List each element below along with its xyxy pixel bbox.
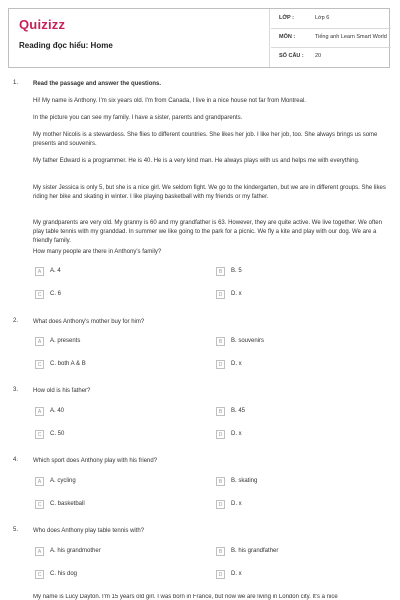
option-letter-box: C: [35, 430, 44, 439]
answer-option[interactable]: [35, 267, 185, 277]
header-divider: [269, 9, 270, 67]
meta-key: SỐ CÂU :: [279, 53, 304, 59]
meta-row-class: [271, 9, 391, 29]
option-letter-box: C: [35, 570, 44, 579]
question-number: 3.: [13, 387, 19, 393]
passage-paragraph: My sister Jessica is only 5, but she is a nice girl. We seldom fight. We go to the kindergarten, but we are in different groups. She likes riding her bike and skating in winter. I like playing basketball with my friends or my father.: [33, 185, 386, 200]
option-letter-box: D: [216, 570, 225, 579]
answer-option[interactable]: [35, 547, 185, 557]
meta-key: LỚP :: [279, 15, 294, 21]
option-label: D. x: [231, 501, 242, 507]
answer-option[interactable]: [216, 547, 366, 557]
option-label: B. souvenirs: [231, 338, 265, 344]
option-letter-box: B: [216, 407, 225, 416]
answer-option[interactable]: [216, 290, 366, 300]
option-label: A. 4: [50, 268, 61, 274]
answer-option[interactable]: [35, 360, 185, 370]
worksheet-header: [8, 8, 390, 68]
option-letter-box: A: [35, 477, 44, 486]
answer-option[interactable]: [35, 337, 185, 347]
question-text: How old is his father?: [33, 388, 91, 394]
answer-option[interactable]: [216, 570, 366, 580]
passage-paragraph: My mother Nicolis is a stewardess. She flies to different countries. She likes her job. I like her job, too. She always brings us some presents and souvenirs.: [33, 132, 378, 147]
option-letter-box: B: [216, 477, 225, 486]
quizizz-logo: Quizizz: [19, 17, 66, 32]
option-label: C. both A & B: [50, 361, 86, 367]
answer-option[interactable]: [35, 407, 185, 417]
option-label: B. skating: [231, 478, 258, 484]
option-letter-box: B: [216, 547, 225, 556]
option-letter-box: D: [216, 290, 225, 299]
answer-option[interactable]: [216, 337, 366, 347]
answer-option[interactable]: [35, 570, 185, 580]
answer-option[interactable]: [35, 477, 185, 487]
meta-value: Lớp 6: [315, 15, 330, 21]
option-label: D. x: [231, 291, 242, 297]
option-label: D. x: [231, 361, 242, 367]
question-number: 4.: [13, 457, 19, 463]
answer-option[interactable]: [216, 500, 366, 510]
option-label: D. x: [231, 571, 242, 577]
meta-row-subject: [271, 28, 391, 48]
option-label: B. 45: [231, 408, 246, 414]
answer-option[interactable]: [216, 430, 366, 440]
answer-option[interactable]: [216, 267, 366, 277]
answer-option[interactable]: [216, 477, 366, 487]
option-label: A. 40: [50, 408, 65, 414]
question-number: 1.: [13, 80, 19, 86]
option-label: C. his dog: [50, 571, 78, 577]
option-letter-box: D: [216, 360, 225, 369]
worksheet-meta: [271, 9, 391, 67]
option-label: C. 50: [50, 431, 65, 437]
option-letter-box: B: [216, 267, 225, 276]
question-number: 2.: [13, 318, 19, 324]
option-label: B. 5: [231, 268, 242, 274]
passage-paragraph: Hi! My name is Anthony. I'm six years old. I'm from Canada, I live in a nice house not far from Montreal.: [33, 98, 306, 104]
answer-option[interactable]: [216, 360, 366, 370]
answer-option[interactable]: [35, 500, 185, 510]
next-passage-start: My name is Lucy Dayton. I'm 15 years old girl. I was born in France, but now we are living in London city. It's a nice: [33, 594, 338, 600]
meta-value: Tiếng anh Learn Smart World: [315, 34, 387, 40]
option-letter-box: D: [216, 500, 225, 509]
option-label: A. cycling: [50, 478, 76, 484]
question-text: Which sport does Anthony play with his friend?: [33, 458, 158, 464]
passage-paragraph: My father Edward is a programmer. He is 40. He is a very kind man. He always plays with us and helps me with everything.: [33, 158, 360, 164]
option-letter-box: B: [216, 337, 225, 346]
option-label: B. his grandfather: [231, 548, 279, 554]
answer-option[interactable]: [35, 290, 185, 300]
option-letter-box: C: [35, 360, 44, 369]
option-letter-box: A: [35, 547, 44, 556]
option-label: A. his grandmother: [50, 548, 101, 554]
option-letter-box: C: [35, 500, 44, 509]
option-letter-box: A: [35, 337, 44, 346]
question-text: What does Anthony's mother buy for him?: [33, 319, 145, 325]
passage-paragraph: My grandparents are very old. My granny is 60 and my grandfather is 63. However, they are quite active. We live together. We often play table tennis with my granddad. In summer we like going to the park for a picnic. We fly a kite and play with our dog. We are a friendly family.: [33, 220, 382, 244]
passage-instruction: Read the passage and answer the questions.: [33, 81, 162, 87]
option-label: A. presents: [50, 338, 81, 344]
option-label: C. 6: [50, 291, 62, 297]
question-text: How many people are there in Anthony's family?: [33, 249, 162, 255]
answer-option[interactable]: [216, 407, 366, 417]
passage-paragraph: In the picture you can see my family. I have a sister, parents and grandparents.: [33, 115, 243, 121]
meta-value: 20: [315, 53, 322, 59]
option-letter-box: C: [35, 290, 44, 299]
option-letter-box: A: [35, 407, 44, 416]
worksheet-title: Reading đọc hiểu: Home: [19, 41, 113, 50]
meta-key: MÔN :: [279, 34, 296, 40]
option-label: D. x: [231, 431, 242, 437]
meta-row-count: [271, 47, 391, 66]
option-label: C. basketball: [50, 501, 85, 507]
question-number: 5.: [13, 527, 19, 533]
option-letter-box: D: [216, 430, 225, 439]
option-letter-box: A: [35, 267, 44, 276]
answer-option[interactable]: [35, 430, 185, 440]
question-text: Who does Anthony play table tennis with?: [33, 528, 145, 534]
